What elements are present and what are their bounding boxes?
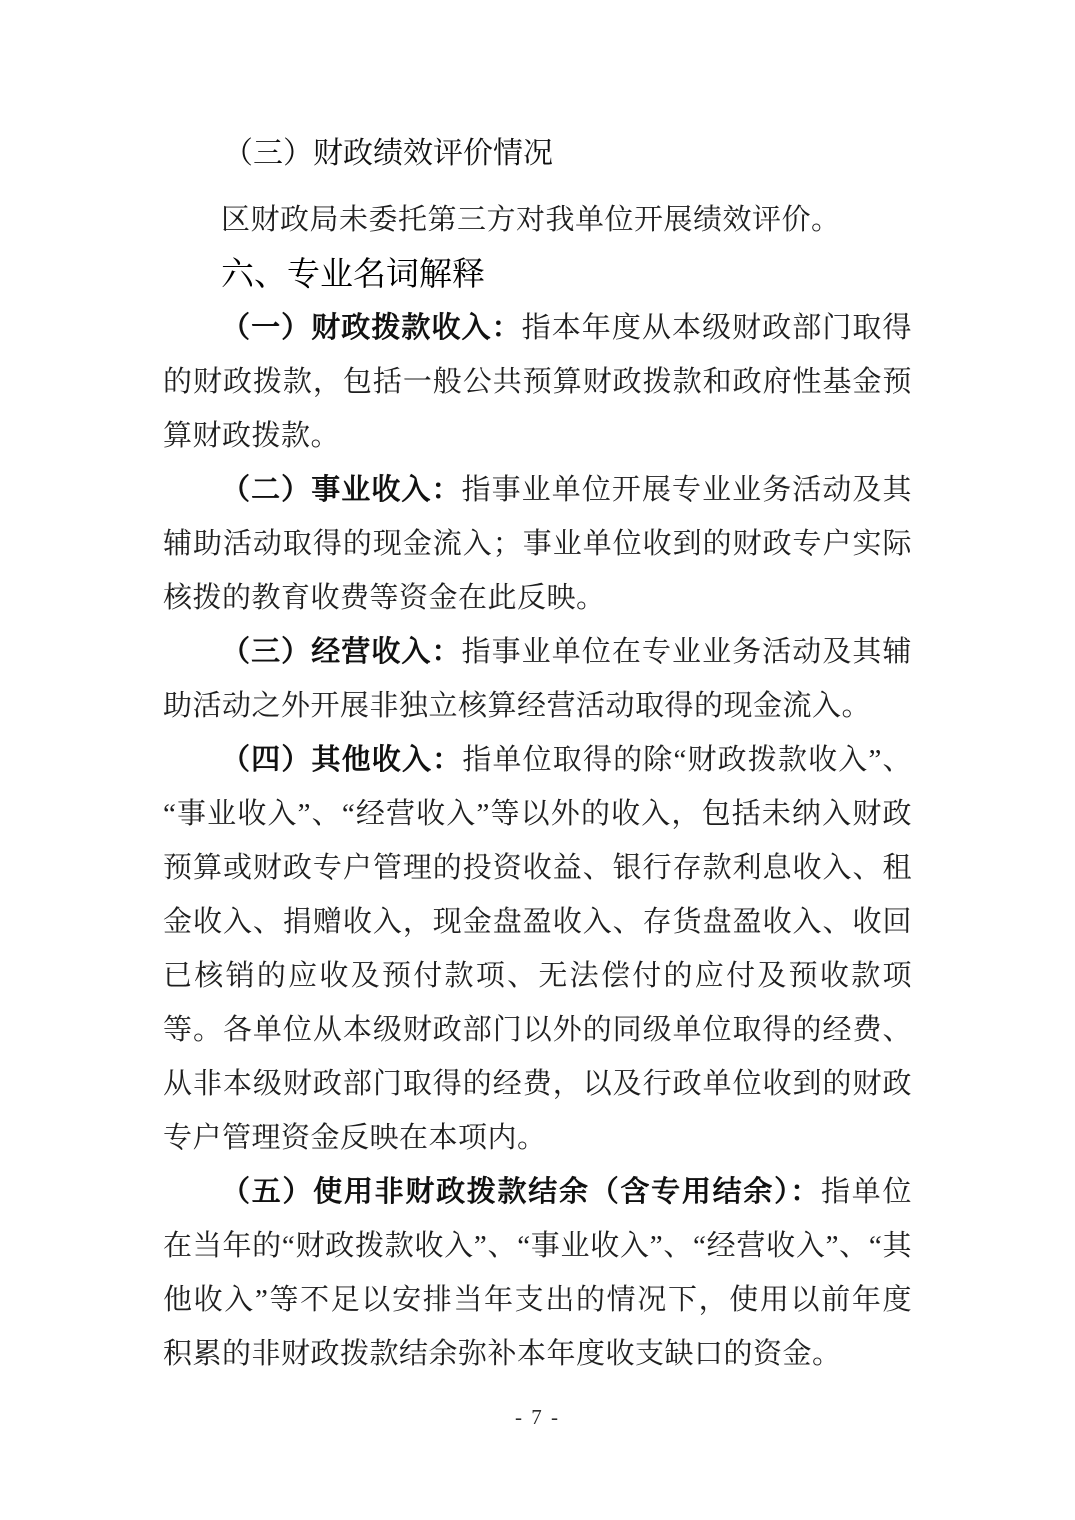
paragraph-performance-evaluation: 区财政局未委托第三方对我单位开展绩效评价。 [221,204,841,236]
term-paragraph-non-fiscal-balance [163,1165,912,1381]
term-lead-fiscal-appropriation-income: （一）财政拨款收入： [221,312,522,344]
term-text-business-income: 指事业单位在专业业务活动及其辅助活动之外开展非独立核算经营活动取得的现金流入。 [163,636,912,722]
term-paragraph-operating-income-institution [163,463,912,625]
section-heading-terminology: 六、专业名词解释 [221,255,485,292]
term-lead-other-income: （四）其他收入： [221,744,463,776]
term-lead-non-fiscal-balance: （五）使用非财政拨款结余（含专用结余）： [221,1176,822,1208]
term-lead-operating-income-institution: （二）事业收入： [221,474,462,506]
section-heading-performance-evaluation: （三）财政绩效评价情况 [223,137,553,170]
term-paragraph-fiscal-appropriation-income [163,301,912,463]
term-text-fiscal-appropriation-income: 指本年度从本级财政部门取得的财政拨款，包括一般公共预算财政拨款和政府性基金预算财政拨款。 [163,312,912,452]
term-text-other-income: 指单位取得的除“财政拨款收入”、“事业收入”、“经营收入”等以外的收入，包括未纳入财政预算或财政专户管理的投资收益、银行存款利息收入、租金收入、捐赠收入，现金盘盈收入、存货盘盈收入、收回已核销的应收及预付款项、无法偿付的应付及预收款项等。各单位从本级财政部门以外的同级单位取得的经费、从非本级财政部门取得的经费，以及行政单位收到的财政专户管理资金反映在本项内。 [163,744,912,1154]
document-text-block [163,127,912,1381]
term-paragraph-other-income [163,733,912,1165]
page-number: - 7 - [515,1405,560,1429]
term-paragraph-business-income [163,625,912,733]
term-text-operating-income-institution: 指事业单位开展专业业务活动及其辅助活动取得的现金流入；事业单位收到的财政专户实际核拨的教育收费等资金在此反映。 [163,474,912,614]
term-lead-business-income: （三）经营收入： [221,636,462,668]
term-text-non-fiscal-balance: 指单位在当年的“财政拨款收入”、“事业收入”、“经营收入”、“其他收入”等不足以安排当年支出的情况下，使用以前年度积累的非财政拨款结余弥补本年度收支缺口的资金。 [163,1176,912,1370]
